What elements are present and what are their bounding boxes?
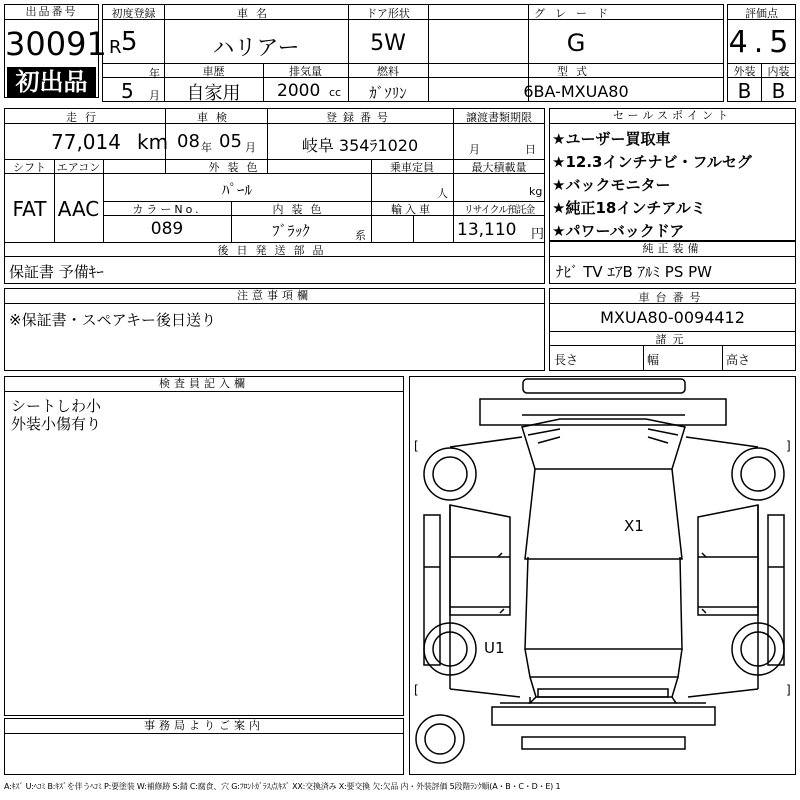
history-label: 車歴	[202, 65, 225, 78]
inspector-line: 外装小傷有り	[11, 415, 102, 433]
ext-label: 外装	[733, 65, 756, 78]
notes-label: 注意事項欄	[5, 289, 544, 304]
grade-label: グレード	[534, 7, 618, 20]
inspection-year-unit: 年	[201, 141, 212, 154]
reg-year-unit: 年	[149, 67, 160, 80]
reg-month-unit: 月	[149, 89, 160, 102]
color-no-label: カラーNo.	[132, 203, 202, 216]
mileage: 77,014	[51, 130, 121, 154]
bracket-right: ]	[786, 683, 791, 697]
lot-number: 30091	[5, 25, 107, 63]
sales-point: ★純正18インチアルミ	[552, 199, 706, 217]
inspection-month-unit: 月	[245, 141, 256, 154]
score: 4.5	[728, 25, 795, 60]
later-parts: 保証書 予備ｷｰ	[9, 263, 104, 281]
spec-length: 長さ	[554, 353, 579, 367]
equipment-label: 純正装備	[550, 242, 795, 257]
bracket-left: [	[414, 439, 419, 453]
sales-point: ★ユーザー買取車	[552, 130, 671, 148]
door: 5W	[370, 31, 406, 56]
car-name: ハリアー	[212, 36, 300, 61]
history: 自家用	[186, 83, 241, 104]
capacity-label: 乗車定員	[390, 161, 434, 174]
sales-points-label: セールスポイント	[550, 109, 795, 124]
int-color: ﾌﾞﾗｯｸ	[272, 222, 310, 240]
equipment-box	[549, 241, 796, 284]
load-label: 最大積載量	[471, 161, 527, 174]
fuel: ｶﾞｿﾘﾝ	[369, 84, 407, 102]
sales-point: ★12.3インチナビ・フルセグ	[552, 153, 752, 171]
notes-box	[4, 288, 545, 371]
shift-label: シフト	[13, 161, 46, 174]
transfer-day: 日	[525, 143, 536, 156]
int-score: B	[771, 79, 786, 103]
first-reg-label: 初度登録	[111, 7, 156, 20]
vehicle-detail-box	[4, 108, 545, 284]
ac: AAC	[57, 197, 100, 221]
recycle-unit: 円	[531, 227, 545, 242]
load-unit: kg	[529, 185, 543, 198]
plate-label: 登録番号	[326, 111, 394, 124]
car-name-label: 車名	[237, 7, 275, 20]
later-parts-label: 後日発送部品	[217, 244, 332, 257]
grade: G	[566, 29, 586, 57]
int-label: 内装	[767, 65, 790, 78]
spec-height: 高さ	[726, 353, 751, 367]
inspector-box	[4, 376, 404, 716]
sales-point: ★バックモニター	[552, 176, 671, 194]
car-outline-diagram	[410, 377, 797, 776]
score-label: 評価点	[745, 7, 778, 20]
notes-text: ※保証書・スペアキー後日送り	[9, 311, 216, 329]
damage-mark-x1: X1	[624, 517, 644, 535]
int-color-label: 内装色	[272, 203, 330, 216]
mileage-label: 走行	[66, 111, 104, 124]
inspector-label: 検査員記入欄	[5, 377, 403, 392]
sales-points-box	[549, 108, 796, 241]
ext-color-label: 外装色	[208, 161, 266, 174]
recycle-label: リサイクル預託金	[463, 205, 535, 216]
color-no: 089	[150, 219, 184, 239]
transfer-label: 譲渡書類期限	[466, 111, 532, 124]
capacity-unit: 人	[437, 187, 448, 200]
plate: 岐阜 354ﾗ1020	[301, 136, 419, 155]
damage-mark-u1: U1	[484, 639, 505, 657]
bracket-left: [	[414, 683, 419, 697]
ac-label: エアコン	[56, 161, 101, 174]
damage-diagram	[409, 376, 796, 775]
chassis-number: MXUA80-0094412	[600, 308, 745, 327]
ext-color: ﾊﾟｰﾙ	[221, 181, 252, 199]
office-label: 事務局よりご案内	[5, 719, 403, 734]
disp-label: 排気量	[289, 65, 322, 78]
chassis-label: 車台番号	[638, 291, 707, 304]
lot-number-box	[4, 4, 107, 98]
import-label: 輸入車	[391, 203, 433, 216]
office-box	[4, 718, 404, 775]
first-listing-badge	[7, 67, 96, 97]
model-label: 型式	[557, 65, 595, 78]
disp-unit: cc	[329, 86, 342, 99]
inspection-month: 05	[219, 131, 242, 152]
int-color-unit: 系	[355, 229, 366, 242]
first-listing-text: 初出品	[15, 68, 88, 96]
inspection-year: 08	[177, 131, 200, 152]
era: R	[109, 37, 122, 58]
equipment: ﾅﾋﾞ TV ｴｱB ｱﾙﾐ PS PW	[556, 263, 712, 281]
reg-month: 5	[121, 79, 134, 103]
spec-label: 諸元	[655, 333, 690, 346]
bracket-right: ]	[786, 439, 791, 453]
chassis-box	[549, 288, 796, 371]
legend: A:ｷｽﾞ U:ﾍｺﾐ B:ｷｽﾞを伴うﾍｺﾐ P:要塗装 W:補修跡 S:錆 C:腐食、穴 G:ﾌﾛﾝﾄｶﾞﾗｽ点ｷｽﾞ XX:交換済み X:要交換 欠:欠品 内・外装評価 5段階ﾗﾝｸ順(A・B・C・D・E) 1	[4, 782, 561, 791]
lot-number-label: 出品番号	[5, 5, 98, 20]
sales-point: ★パワーバックドア	[552, 222, 685, 240]
inspection-label: 車検	[197, 111, 235, 124]
spec-width: 幅	[647, 353, 660, 367]
vehicle-header-box	[102, 4, 724, 102]
fuel-label: 燃料	[377, 65, 399, 78]
model: 6BA-MXUA80	[523, 82, 629, 101]
reg-year: 5	[121, 27, 138, 57]
door-label: ドア形状	[366, 7, 410, 20]
inspector-line: シートしわ小	[11, 397, 102, 415]
shift: FAT	[12, 197, 47, 221]
mileage-unit: km	[137, 130, 169, 154]
ext-score: B	[737, 79, 752, 103]
transfer-month: 月	[469, 143, 480, 156]
recycle-amount: 13,110	[457, 220, 517, 240]
score-box	[727, 4, 796, 102]
disp: 2000	[277, 81, 321, 101]
